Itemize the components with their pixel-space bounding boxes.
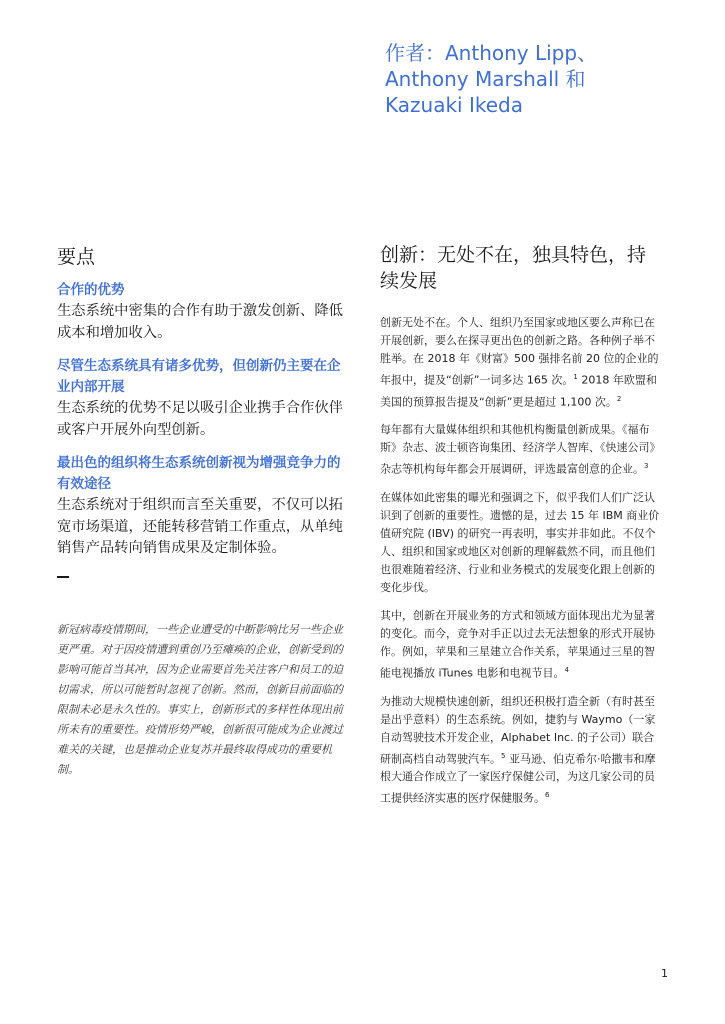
key-point-heading: 尽管生态系统具有诸多优势，但创新仍主要在企业内部开展	[57, 358, 341, 395]
authors	[385, 40, 705, 118]
paragraph: 在媒体如此密集的曝光和强调之下，似乎我们人们广泛认识到了创新的重要性。遗憾的是，过去 15 年 IBM 商业价值研究院 (IBV) 的研究一再表明，事实并非如此。不仅个人、组织和国家或地区对创新的理解截然不同，而且他们也很难随着经济、行业和业务模式的发展变化跟上创新的变化步伐。	[380, 490, 660, 594]
footnote-ref: 3	[644, 462, 649, 471]
footnote-ref: 1	[573, 373, 578, 381]
intro-note: 新冠病毒疫情期间，一些企业遭受的中断影响比另一些企业更严重。对于因疫情遭到重创乃至瘫痪的企业，创新受到的影响可能首当其冲，因为企业需要首先关注客户和员工的迫切需求，所以可能暂时忽视了创新。然而，创新目前面临的限制未必是永久性的。事实上，创新形式的多样性体现出前所未有的重要性。疫情形势严峻，创新很可能成为企业渡过难关的关键，也是推动企业复苏并最终取得成功的重要机制。	[57, 623, 343, 776]
footnote-ref: 6	[545, 791, 550, 800]
divider	[57, 576, 69, 578]
paragraph: 创新无处不在。个人、组织乃至国家或地区要么声称已在开展创新，要么在探寻更出色的创新之路。各种例子举不胜举。在 2018 年《财富》500 强排名前 20 位的企业的年报中，提及“创新”一词多达 165 次。$^1$ 2018 年欧盟和美国的预算报告提及“创新”更是超过 1,100 次。$^2$	[380, 316, 659, 409]
author-line: 作者：Anthony Lipp、	[385, 41, 598, 65]
paragraph: 为推动大规模快速创新，组织还积极打造全新（有时甚至是出乎意料）的生态系统。例如，捷豹与 Waymo（一家自动驾驶技术开发企业，Alphabet Inc. 的子公司）联合研制高档自动驾驶汽车。$^5$ 亚马逊、伯克希尔·哈撒韦和摩根大通合作成立了一家医疗保健公司，为这几家公司的员工提供经济实惠的医疗保健服务。$^6$	[380, 694, 656, 805]
author-line: Anthony Marshall 和	[385, 67, 586, 91]
paragraph: 每年都有大量媒体组织和其他机构衡量创新成果。《福布斯》杂志、波士顿咨询集团、经济学人智库、《快速公司》杂志等机构每年都会开展调研，评选最富创意的企业。$^3$	[380, 423, 661, 476]
key-point-text: 生态系统对于组织而言至关重要，不仅可以拓宽市场渠道，还能转移营销工作重点，从单纯销售产品转向销售成果及定制体验。	[57, 497, 343, 556]
key-point-text: 生态系统的优势不足以吸引企业携手合作伙伴或客户开展外向型创新。	[57, 400, 343, 438]
key-point-text: 生态系统中密集的合作有助于激发创新、降低成本和增加收入。	[57, 303, 343, 341]
key-point-heading: 合作的优势	[57, 282, 125, 298]
main-section	[380, 242, 664, 818]
key-point-heading: 最出色的组织将生态系统创新视为增强竞争力的有效途径	[57, 455, 341, 492]
footnote-ref: 2	[616, 394, 622, 403]
page-number: 1	[661, 967, 668, 980]
author-line: Kazuaki Ikeda	[385, 93, 523, 117]
footnote-ref: 4	[564, 665, 570, 674]
section-heading: 创新：无处不在，独具特色，持续发展	[380, 244, 647, 292]
key-points	[57, 244, 353, 578]
paragraph: 其中，创新在开展业务的方式和领域方面体现出尤为显著的变化。而今，竞争对手正以过去无法想象的形式开展协作。例如，苹果和三星建立合作关系，苹果通过三星的智能电视播放 iTunes 电影和电视节目。$^4$	[380, 608, 655, 680]
footnote-ref: 5	[501, 751, 506, 760]
key-points-heading: 要点	[57, 246, 96, 268]
